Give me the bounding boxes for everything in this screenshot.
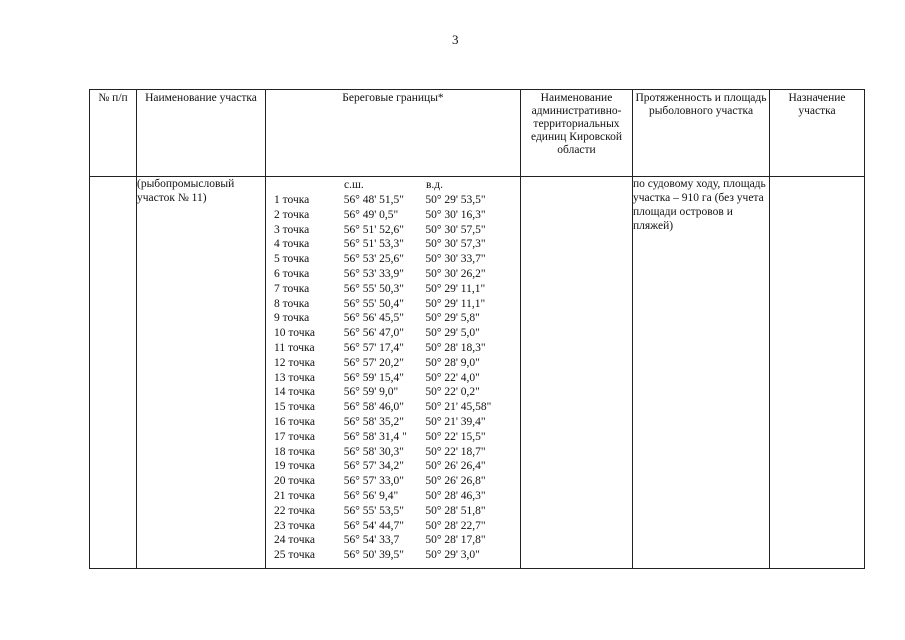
table-row (90, 177, 865, 569)
coord-point-row (266, 504, 520, 519)
coord-point-lon: 50° 26' 26,8" (425, 475, 486, 488)
coord-point-row (266, 208, 520, 223)
coord-point-n: 17 точка (274, 430, 316, 443)
coord-header-point (266, 177, 344, 193)
coord-point-lat: 56° 58' 30,3" (343, 445, 404, 458)
coord-point-n: 9 точка (274, 312, 310, 325)
coord-point-row (266, 267, 520, 282)
coord-point-lon: 50° 22' 18,7" (425, 445, 486, 458)
coord-point-lon: 50° 30' 33,7" (425, 253, 486, 266)
coord-point-row (266, 385, 520, 400)
table-header-row (90, 90, 865, 177)
coord-point-lon: 50° 22' 0,2" (425, 386, 480, 399)
coord-point-lon: 50° 28' 17,8" (425, 534, 486, 547)
coord-point-row (266, 489, 520, 504)
coord-point-lon: 50° 28' 18,3" (425, 341, 486, 354)
coord-point-lat: 56° 50' 39,5" (343, 549, 404, 562)
header-purpose: Назначение участка (770, 90, 865, 177)
coord-point-lat: 56° 57' 33,0" (343, 475, 404, 488)
coord-point-lat: 56° 56' 47,0" (343, 327, 404, 340)
coord-point-lat: 56° 57' 17,4" (343, 341, 404, 354)
coord-point-lat: 56° 59' 15,4" (343, 371, 404, 384)
coord-point-lon: 50° 30' 57,3" (425, 238, 486, 251)
coord-point-lat: 56° 49' 0,5" (343, 208, 399, 221)
coord-point-lon: 50° 29' 3,0" (425, 549, 480, 562)
coord-point-n: 7 точка (274, 282, 310, 295)
coord-point-n: 21 точка (274, 489, 316, 502)
coord-point-lon: 50° 30' 16,3" (425, 208, 486, 221)
coord-point-row (266, 311, 520, 326)
coord-point-lon: 50° 22' 15,5" (425, 430, 486, 443)
coord-point-lat: 56° 53' 25,6" (343, 253, 404, 266)
page-number: 3 (452, 32, 459, 47)
coord-point-lon: 50° 21' 45,58" (425, 401, 492, 414)
header-admin-units: Наименование административно-территориальных единиц Кировской области (521, 90, 633, 177)
cell-extent: по судовому ходу, площадь участка – 910 га (без учета площади островов и пляжей) (633, 177, 770, 569)
coord-point-n: 11 точка (274, 341, 315, 354)
coord-point-lat: 56° 56' 9,4" (343, 489, 399, 502)
coord-point-n: 6 точка (274, 267, 310, 280)
coord-point-lat: 56° 55' 50,4" (343, 297, 404, 310)
coord-point-lat: 56° 58' 31,4 " (343, 430, 407, 443)
coord-point-n: 2 точка (274, 208, 310, 221)
coord-header-lat: с.ш. (344, 179, 364, 191)
coord-point-row (266, 548, 520, 563)
coord-point-n: 5 точка (274, 253, 310, 266)
coord-point-n: 4 точка (274, 238, 310, 251)
coord-point-lon: 50° 29' 5,0" (425, 327, 480, 340)
coord-point-row (266, 282, 520, 297)
coord-point-lon: 50° 29' 11,1" (425, 297, 486, 310)
coord-point-row (266, 415, 520, 430)
coord-header (266, 177, 520, 193)
coord-point-row (266, 326, 520, 341)
coord-point-lat: 56° 51' 52,6" (343, 223, 404, 236)
coord-point-lat: 56° 51' 53,3" (343, 238, 404, 251)
coord-point-lon: 50° 21' 39,4" (425, 415, 486, 428)
coord-point-lon: 50° 30' 57,5" (425, 223, 486, 236)
coord-point-n: 12 точка (274, 356, 316, 369)
coord-point-lon: 50° 29' 11,1" (425, 282, 486, 295)
header-boundaries: Береговые границы* (266, 90, 521, 177)
coord-point-row (266, 341, 520, 356)
coord-point-row (266, 252, 520, 267)
coord-point-lon: 50° 28' 22,7" (425, 519, 486, 532)
coord-point-row (266, 237, 520, 252)
coord-point-lat: 56° 54' 33,7 (343, 534, 400, 547)
coord-point-n: 24 точка (274, 534, 316, 547)
cell-number (90, 177, 137, 569)
coord-point-row (266, 356, 520, 371)
coord-point-n: 8 точка (274, 297, 310, 310)
coord-point-row (266, 193, 520, 208)
coord-point-row (266, 371, 520, 386)
header-extent: Протяженность и площадь рыболовного участка (633, 90, 770, 177)
coord-point-lon: 50° 29' 5,8" (425, 312, 480, 325)
coord-point-n: 20 точка (274, 475, 316, 488)
coord-point-row (266, 474, 520, 489)
coord-point-n: 3 точка (274, 223, 310, 236)
coord-point-lat: 56° 54' 44,7" (343, 519, 404, 532)
coord-point-row (266, 430, 520, 445)
coord-point-lon: 50° 29' 53,5" (425, 194, 486, 206)
coord-point-n: 22 точка (274, 504, 316, 517)
coord-point-n: 19 точка (274, 460, 316, 473)
coord-point-n: 23 точка (274, 519, 316, 532)
coord-point-lon: 50° 28' 51,8" (425, 504, 486, 517)
coord-point-n: 18 точка (274, 445, 316, 458)
coord-point-n: 15 точка (274, 401, 316, 414)
coord-point-lat: 56° 57' 34,2" (343, 460, 404, 473)
coord-point-n: 25 точка (274, 549, 316, 562)
coord-point-row (266, 223, 520, 238)
coord-point-lon: 50° 28' 46,3" (425, 489, 486, 502)
coord-point-n: 16 точка (274, 415, 316, 428)
coord-point-lon: 50° 30' 26,2" (425, 267, 486, 280)
coord-point-lat: 56° 53' 33,9" (343, 267, 404, 280)
coord-point-lon: 50° 22' 4,0" (425, 371, 480, 384)
coord-point-n: 14 точка (274, 386, 316, 399)
header-number: № п/п (90, 90, 137, 177)
coord-point-row (266, 297, 520, 312)
coord-point-lat: 56° 55' 50,3" (343, 282, 404, 295)
coord-point-lat: 56° 59' 9,0" (343, 386, 399, 399)
coord-point-row (266, 445, 520, 460)
cell-section-name: (рыбопромысловый участок № 11) (137, 177, 266, 569)
coord-point-row (266, 459, 520, 474)
coord-point-lon: 50° 28' 9,0" (425, 356, 480, 369)
coord-point-row (266, 400, 520, 415)
coord-point-lat: 56° 55' 53,5" (343, 504, 404, 517)
coord-header-lon: в.д. (426, 179, 444, 191)
cell-purpose (770, 177, 865, 569)
coord-point-lat: 56° 58' 46,0" (343, 401, 404, 414)
coord-point-row (266, 533, 520, 548)
coord-point-n: 13 точка (274, 371, 316, 384)
coord-point-lat: 56° 56' 45,5" (343, 312, 404, 325)
coord-points-list (266, 193, 520, 563)
coord-point-n: 1 точка (274, 194, 310, 206)
coord-point-lat: 56° 48' 51,5" (343, 194, 404, 206)
cell-admin-units (521, 177, 633, 569)
coord-point-lat: 56° 57' 20,2" (343, 356, 404, 369)
coord-point-lat: 56° 58' 35,2" (343, 415, 404, 428)
fishing-sites-table (89, 89, 865, 569)
coord-point-row (266, 519, 520, 534)
cell-boundaries (266, 177, 521, 569)
coord-point-n: 10 точка (274, 327, 316, 340)
coord-point-lon: 50° 26' 26,4" (425, 460, 486, 473)
header-name: Наименование участка (137, 90, 266, 177)
